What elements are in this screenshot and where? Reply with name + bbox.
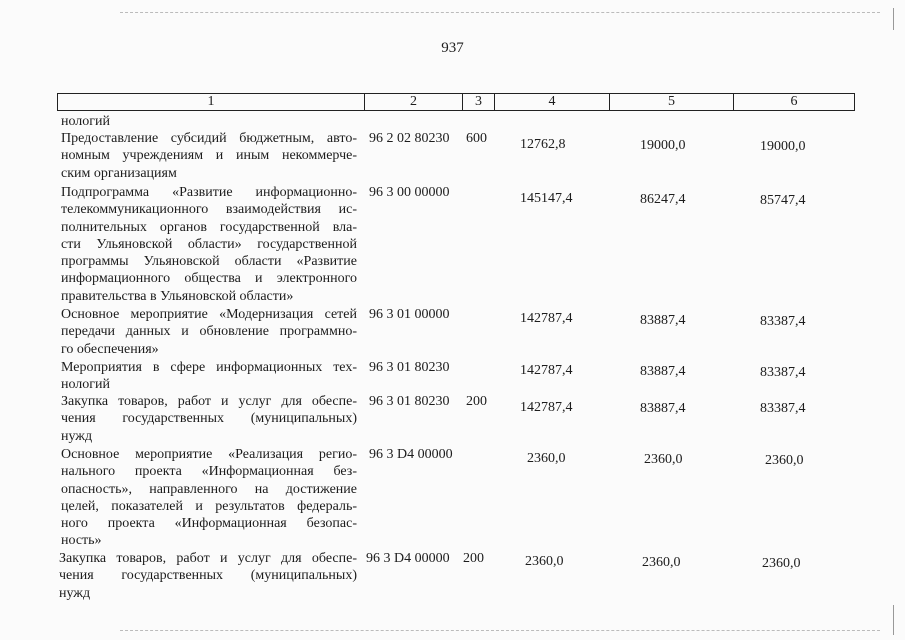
- row-value-col6: 85747,4: [760, 193, 806, 208]
- description-line: чения государственных (муниципальных): [59, 568, 357, 584]
- header-col-3: 3: [463, 94, 495, 111]
- header-col-5: 5: [610, 94, 734, 111]
- row-description: [61, 130, 357, 182]
- description-line: ность»: [61, 533, 102, 549]
- description-line: Закупка товаров, работ и услуг для обеспе-: [61, 394, 357, 409]
- description-line: нального проекта «Информационная без-: [61, 464, 357, 480]
- description-line: правительства в Ульяновской области»: [61, 288, 294, 304]
- description-line: ским организациям: [61, 165, 177, 181]
- row-expense-type: 200: [463, 551, 484, 566]
- row-description: [61, 113, 357, 130]
- description-line: Основное мероприятие «Реализация регио-: [61, 447, 357, 462]
- row-code: 96 2 02 80230: [369, 131, 450, 146]
- row-description: [61, 184, 357, 305]
- row-value-col5: 86247,4: [640, 192, 686, 207]
- description-line: программы Ульяновской области «Развитие: [61, 254, 357, 270]
- row-value-col6: 2360,0: [765, 453, 804, 468]
- row-code: 96 3 01 00000: [369, 307, 450, 322]
- scan-right-edge-bottom: [893, 605, 894, 635]
- row-description: [61, 359, 357, 394]
- description-line: телекоммуникационного взаимодействия ис-: [61, 202, 357, 218]
- row-value-col5: 2360,0: [642, 555, 681, 570]
- row-value-col5: 2360,0: [644, 452, 683, 467]
- row-value-col6: 83387,4: [760, 365, 806, 380]
- row-code: 96 3 01 80230: [369, 394, 450, 409]
- description-line: опасность», направленного на достижение: [61, 481, 357, 497]
- description-line: чения государственных (муниципальных): [61, 411, 357, 427]
- description-line: го обеспечения»: [61, 341, 159, 357]
- description-line: нологий: [61, 377, 111, 393]
- row-description: [59, 550, 357, 602]
- row-value-col5: 83887,4: [640, 364, 686, 379]
- description-line: Мероприятия в сфере информационных тех-: [61, 360, 357, 375]
- row-code: 96 3 01 80230: [369, 360, 450, 375]
- description-line: нужд: [59, 585, 91, 601]
- row-value-col4: 142787,4: [520, 363, 573, 378]
- description-line: Основное мероприятие «Модернизация сетей: [61, 307, 357, 322]
- description-line: сти Ульяновской области» государственной: [61, 236, 357, 252]
- row-value-col4: 2360,0: [525, 554, 564, 569]
- row-code: 96 3 00 00000: [369, 185, 450, 200]
- row-value-col4: 142787,4: [520, 400, 573, 415]
- header-col-6: 6: [734, 94, 855, 111]
- row-code: 96 3 D4 00000: [366, 551, 450, 566]
- row-code: 96 3 D4 00000: [369, 447, 453, 462]
- description-line: целей, показателей и результатов федераль-: [61, 498, 357, 514]
- description-line: номным учреждениям и иным некоммерче-: [61, 148, 357, 164]
- row-value-col6: 83387,4: [760, 401, 806, 416]
- description-line: нужд: [61, 428, 93, 444]
- row-value-col6: 19000,0: [760, 139, 806, 154]
- row-description: [61, 393, 357, 445]
- header-col-1: 1: [58, 94, 365, 111]
- row-expense-type: 200: [466, 394, 487, 409]
- row-value-col5: 83887,4: [640, 313, 686, 328]
- row-value-col5: 19000,0: [640, 138, 686, 153]
- row-value-col5: 83887,4: [640, 401, 686, 416]
- header-col-4: 4: [495, 94, 610, 111]
- row-value-col4: 12762,8: [520, 137, 566, 152]
- description-line: Предоставление субсидий бюджетным, авто-: [61, 131, 357, 146]
- row-value-col4: 145147,4: [520, 191, 573, 206]
- description-line: ного проекта «Информационная безопас-: [61, 516, 357, 532]
- description-line: Подпрограмма «Развитие информационно-: [61, 185, 357, 200]
- description-line: передачи данных и обновление программно-: [61, 324, 357, 340]
- column-number-header: [57, 93, 855, 111]
- row-value-col6: 2360,0: [762, 556, 801, 571]
- row-description: [61, 306, 357, 358]
- row-expense-type: 600: [466, 131, 487, 146]
- page-number: 937: [441, 40, 464, 56]
- row-value-col6: 83387,4: [760, 314, 806, 329]
- row-value-col4: 2360,0: [527, 451, 566, 466]
- scan-right-edge: [893, 8, 894, 30]
- description-line: нологий: [61, 114, 111, 129]
- description-line: полнительных органов государственной вла-: [61, 219, 357, 235]
- scan-top-edge: [120, 12, 880, 13]
- row-value-col4: 142787,4: [520, 311, 573, 326]
- header-col-2: 2: [365, 94, 463, 111]
- scan-bottom-edge: [120, 630, 880, 631]
- row-description: [61, 446, 357, 550]
- description-line: Закупка товаров, работ и услуг для обеспе-: [59, 551, 357, 566]
- description-line: информационного общества и электронного: [61, 271, 357, 287]
